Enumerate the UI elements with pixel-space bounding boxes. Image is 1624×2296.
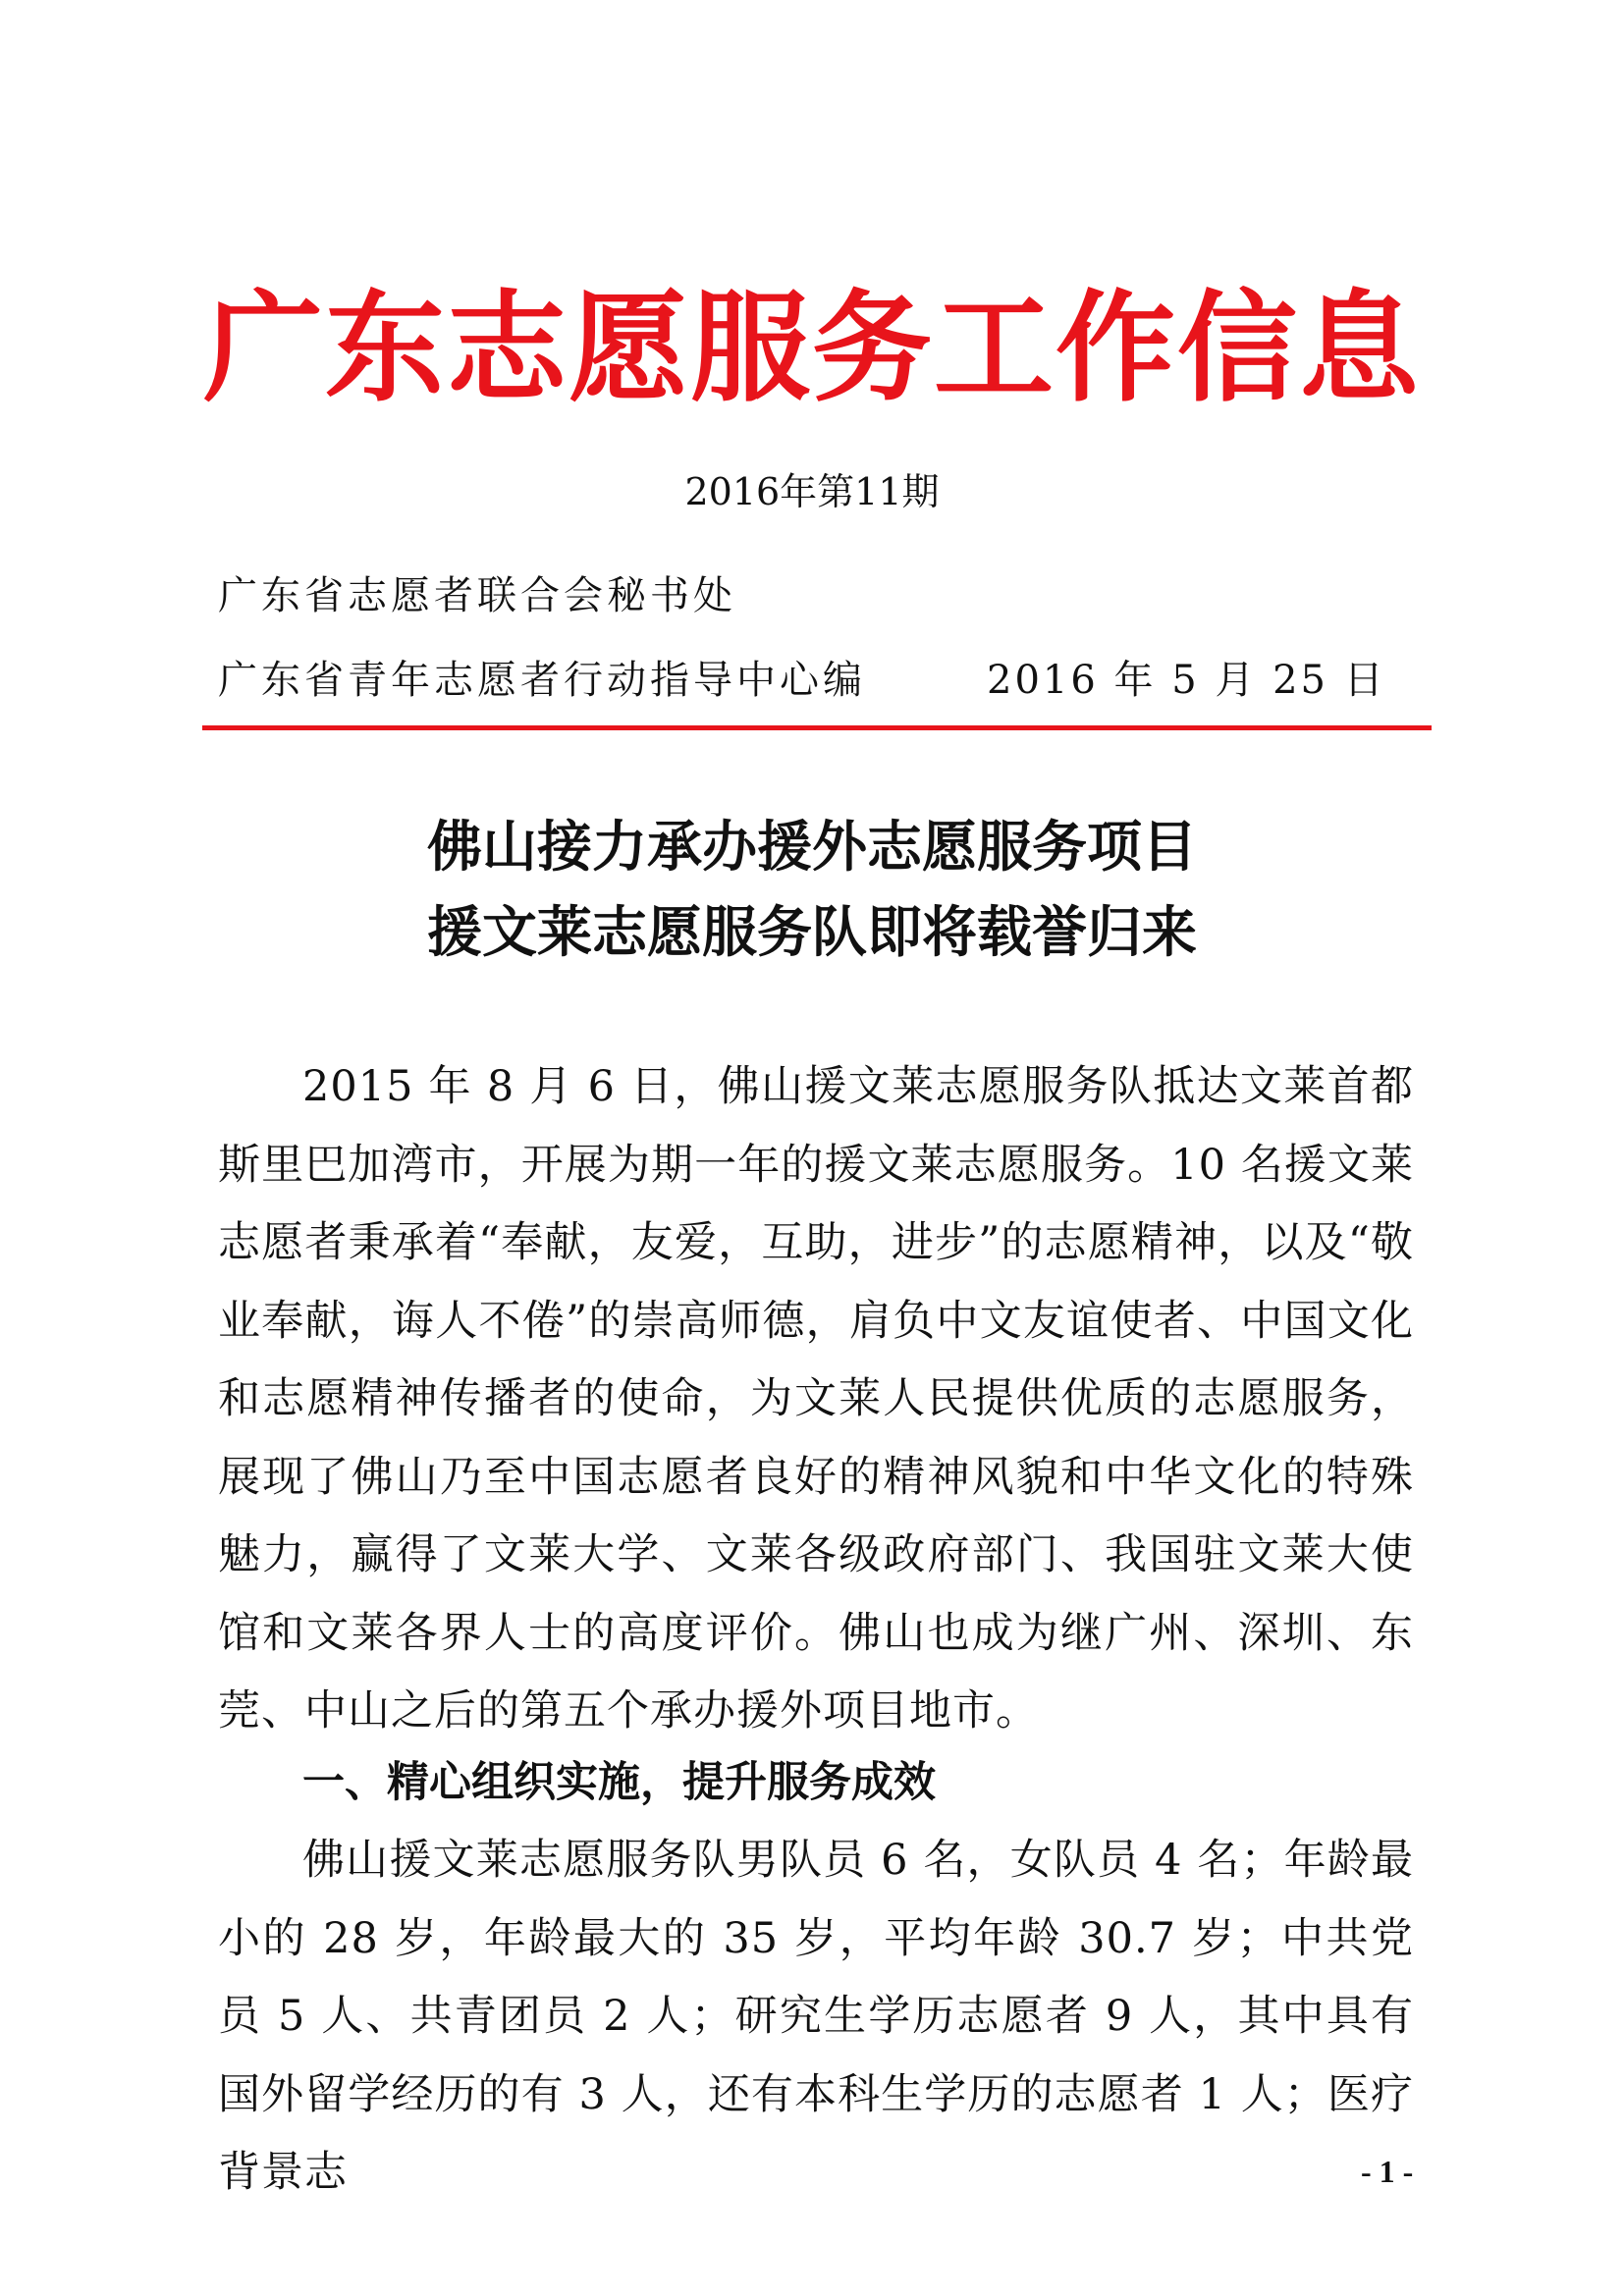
page-number: - 1 - xyxy=(1361,2154,1414,2189)
publisher-line-2: 广东省青年志愿者行动指导中心编 xyxy=(218,658,866,703)
publication-date: 2016 年 5 月 25 日 xyxy=(987,658,1386,703)
article-title-line-1: 佛山接力承办援外志愿服务项目 xyxy=(427,816,1197,880)
section-heading-1: 一、精心组织实施，提升服务成效 xyxy=(302,1758,936,1807)
article-paragraph-2: 佛山援文莱志愿服务队男队员 6 名，女队员 4 名；年龄最小的 28 岁，年龄最大的 35 岁，平均年龄 30.7 岁；中共党员 5 人、共青团员 2 人；研究生学历志愿者 9 人，其中具有国外留学经历的有 3 人，还有本科生学历的志愿者 1 人；医疗背景志 xyxy=(218,1836,1414,2197)
publisher-line-1: 广东省志愿者联合会秘书处 xyxy=(218,573,736,618)
masthead-title: 广东志愿服务工作信息 xyxy=(203,279,1421,418)
article-paragraph-1: 2015 年 8 月 6 日，佛山援文莱志愿服务队抵达文莱首都斯里巴加湾市，开展为期一年的援文莱志愿服务。10 名援文莱志愿者秉承着“奉献，友爱，互助，进步”的志愿精神，以及“敬业奉献，诲人不倦”的崇高师德，肩负中文友谊使者、中国文化和志愿精神传播者的使命，为文莱人民提供优质的志愿服务，展现了佛山乃至中国志愿者良好的精神风貌和中华文化的特殊魅力，赢得了文莱大学、文莱各级政府部门、我国驻文莱大使馆和文莱各界人士的高度评价。佛山也成为继广州、深圳、东莞、中山之后的第五个承办援外项目地市。 xyxy=(218,1062,1414,1735)
article-title-line-2: 援文莱志愿服务队即将载誉归来 xyxy=(427,901,1197,965)
issue-number: 2016年第11期 xyxy=(684,470,940,513)
header-divider xyxy=(202,725,1432,730)
